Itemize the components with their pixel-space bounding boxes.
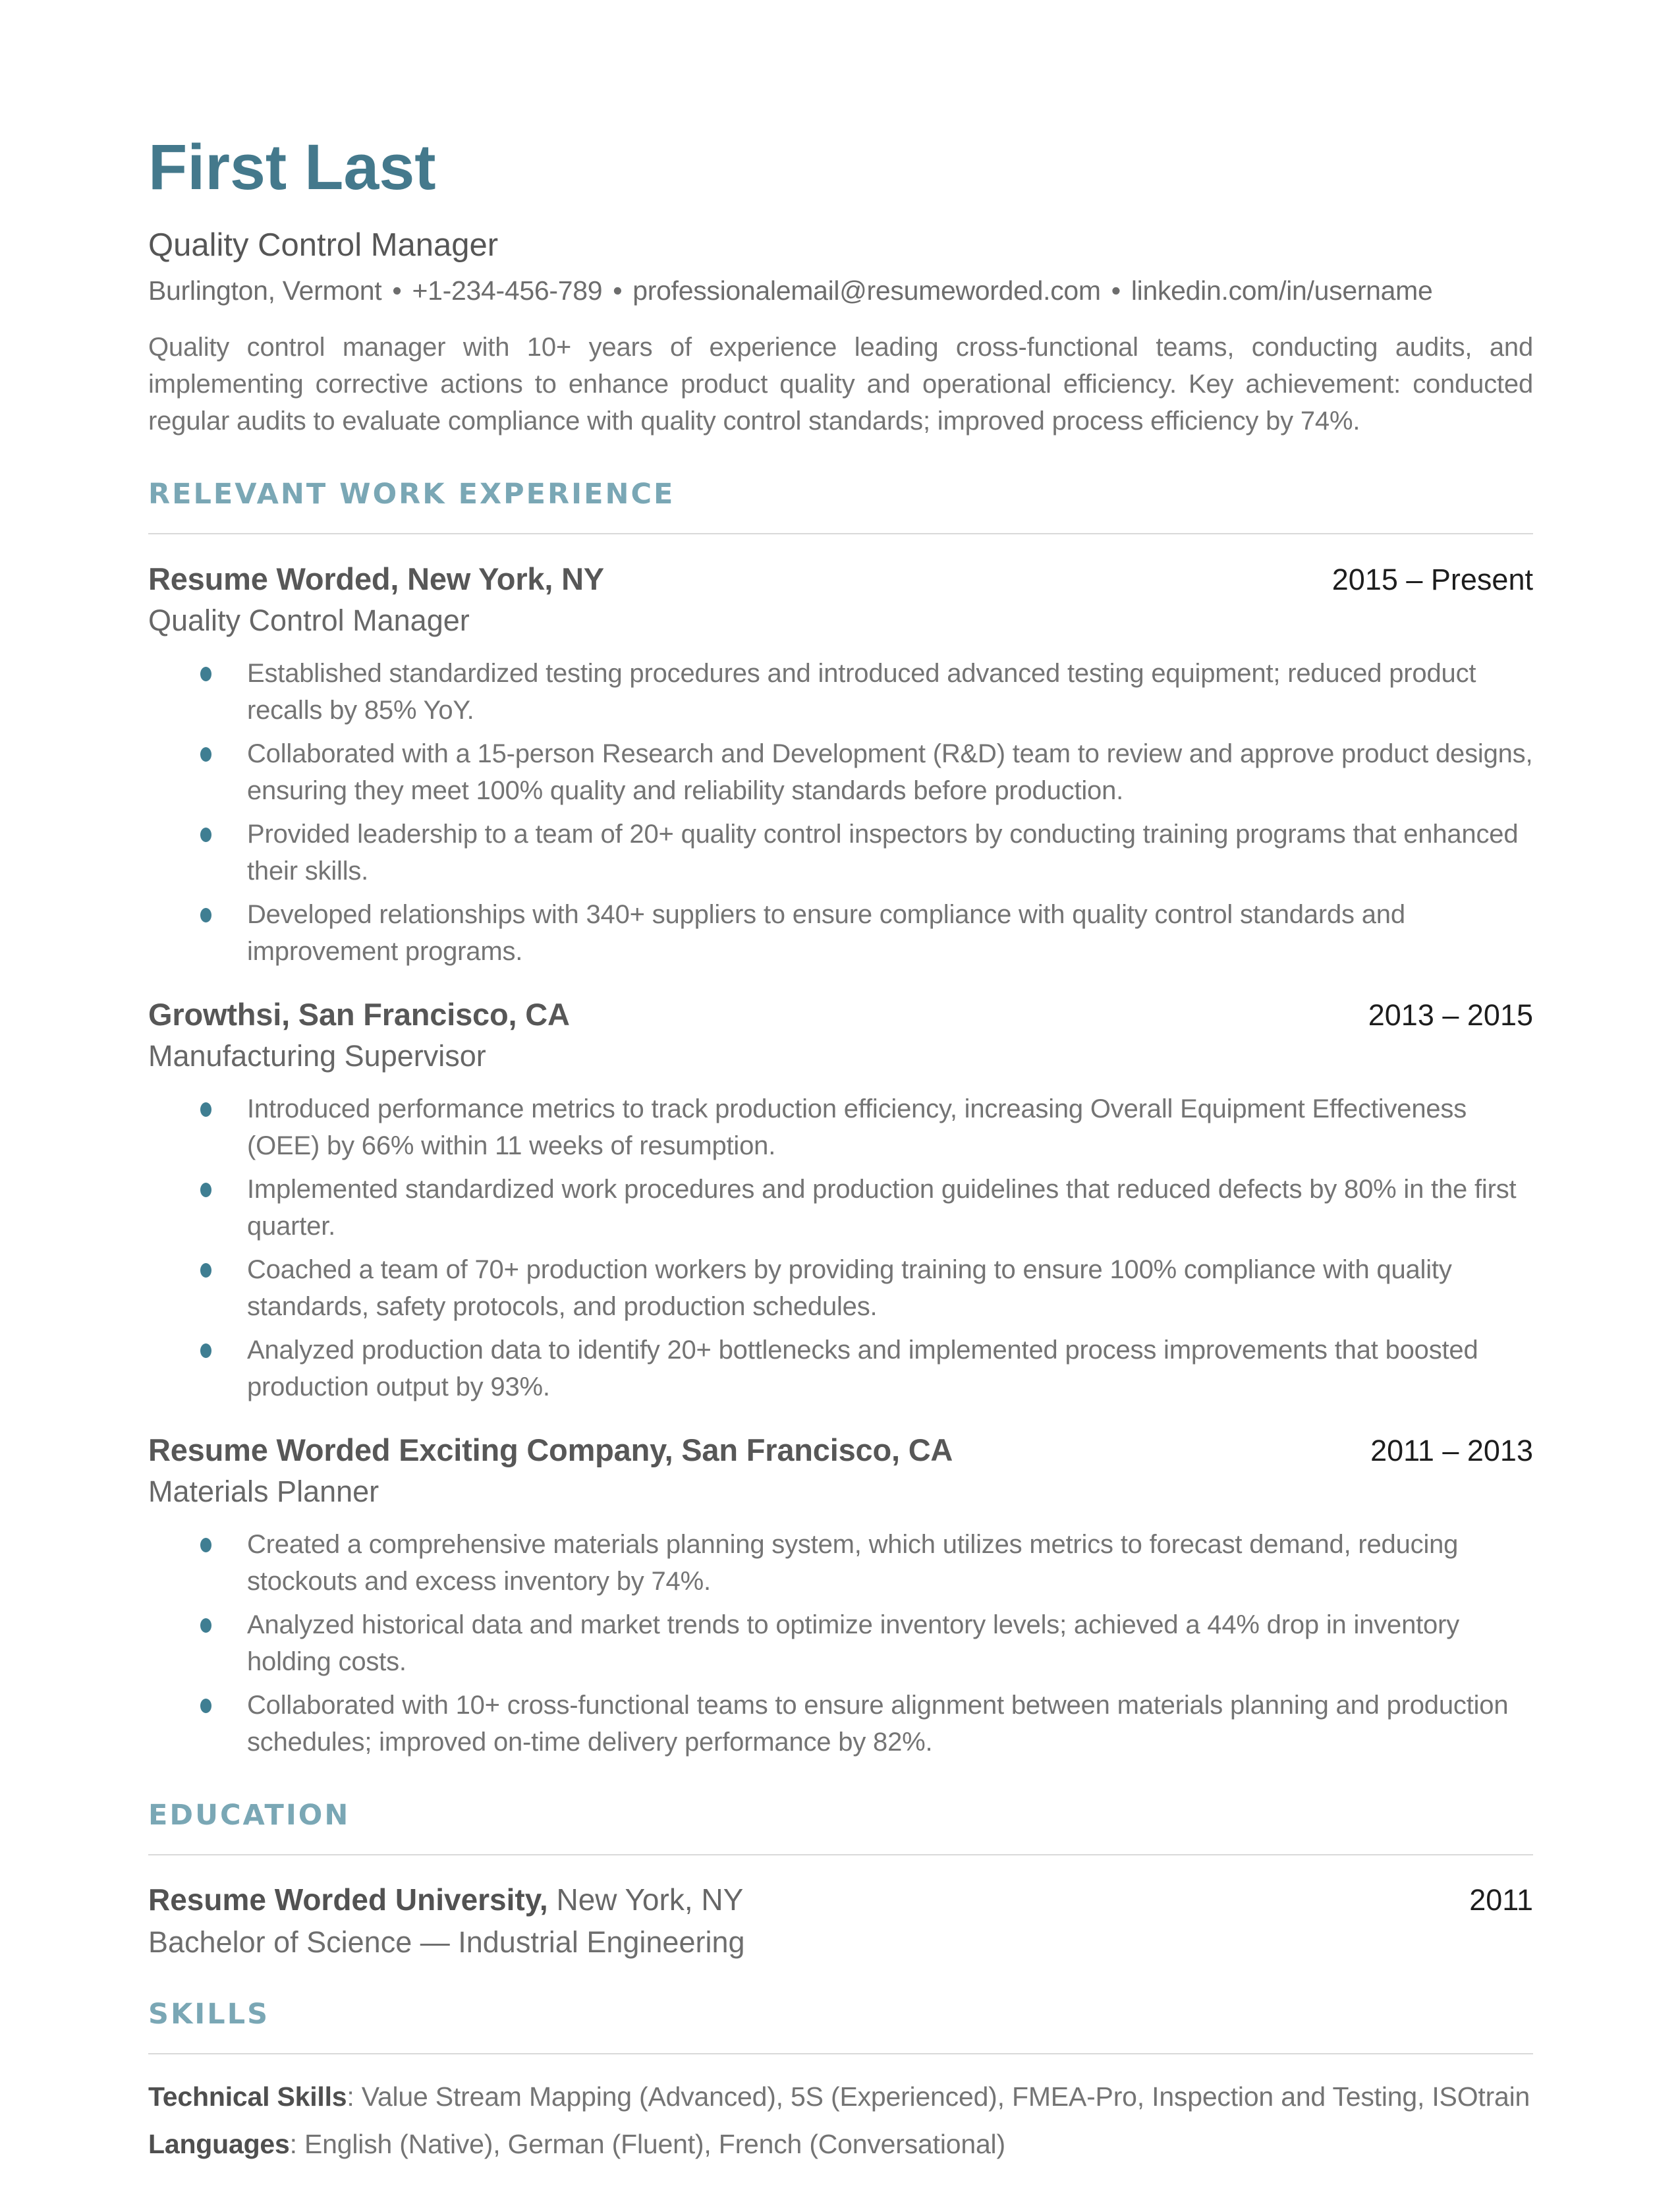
education-section	[148, 1799, 1533, 1960]
bullet-item: Developed relationships with 340+ suppliers to ensure compliance with quality control standards and improvement programs.	[247, 896, 1533, 970]
technical-skills-label: Technical Skills	[148, 2081, 347, 2112]
job-role: Materials Planner	[148, 1475, 379, 1508]
school-name-bold: Resume Worded University,	[148, 1882, 548, 1917]
school-name	[148, 1882, 743, 1917]
contact-phone: +1-234-456-789	[412, 275, 603, 306]
job-entry	[148, 996, 1533, 1405]
skills-section-heading: SKILLS	[148, 1998, 270, 2031]
contact-email: professionalemail@resumeworded.com	[632, 275, 1101, 306]
separator-dot: •	[1111, 275, 1121, 306]
job-role: Quality Control Manager	[148, 604, 470, 637]
education-entry	[148, 1882, 1533, 1960]
school-location: New York, NY	[547, 1882, 744, 1917]
job-header-row	[148, 996, 1533, 1032]
experience-section-heading: RELEVANT WORK EXPERIENCE	[148, 478, 675, 511]
company-name: Resume Worded Exciting Company, San Francisco, CA	[148, 1432, 953, 1467]
job-header-row	[148, 1432, 1533, 1468]
experience-section	[148, 478, 1533, 1761]
contact-line	[148, 275, 1533, 306]
bullet-item: Introduced performance metrics to track production efficiency, increasing Overall Equipment Effectiveness (OEE) by 66% within 11 weeks of resumption.	[247, 1090, 1533, 1164]
job-dates: 2013 – 2015	[1368, 998, 1533, 1032]
bullet-item: Collaborated with 10+ cross-functional teams to ensure alignment between materials planning and production schedules; improved on-time delivery performance by 82%.	[247, 1687, 1533, 1761]
education-dates: 2011	[1469, 1883, 1533, 1917]
skills-section	[148, 1998, 1533, 2162]
job-dates: 2015 – Present	[1331, 563, 1533, 596]
languages-line	[148, 2126, 1533, 2162]
degree: Bachelor of Science — Industrial Engineering	[148, 1925, 745, 1959]
technical-skills-value: : Value Stream Mapping (Advanced), 5S (Experienced), FMEA-Pro, Inspection and Testing, ISOtrain	[347, 2081, 1530, 2112]
company-name: Growthsi, San Francisco, CA	[148, 997, 570, 1032]
education-section-heading: EDUCATION	[148, 1799, 350, 1832]
languages-label: Languages	[148, 2129, 290, 2159]
section-divider	[148, 533, 1533, 534]
bullet-list	[148, 1526, 1533, 1761]
separator-dot: •	[392, 275, 402, 306]
education-header-row	[148, 1882, 1533, 1917]
job-entry	[148, 1432, 1533, 1761]
section-divider	[148, 2053, 1533, 2054]
bullet-list	[148, 1090, 1533, 1405]
bullet-item: Coached a team of 70+ production workers by providing training to ensure 100% compliance with quality standards, safety protocols, and production schedules.	[247, 1251, 1533, 1325]
job-header-row	[148, 561, 1533, 597]
company-name: Resume Worded, New York, NY	[148, 561, 604, 596]
bullet-list	[148, 655, 1533, 970]
separator-dot: •	[613, 275, 623, 306]
bullet-item: Established standardized testing procedures and introduced advanced testing equipment; reduced product recalls by 85% YoY.	[247, 655, 1533, 729]
headline-job-title: Quality Control Manager	[148, 227, 499, 263]
contact-linkedin: linkedin.com/in/username	[1131, 275, 1433, 306]
bullet-item: Created a comprehensive materials planning system, which utilizes metrics to forecast demand, reducing stockouts and excess inventory by 74%.	[247, 1526, 1533, 1600]
summary-paragraph: Quality control manager with 10+ years of experience leading cross-functional teams, conducting audits, and implementing corrective actions to enhance product quality and operational efficiency. Key achievement: conducted regular audits to evaluate compliance with quality control standards; improved process efficiency by 74%.	[148, 333, 1533, 436]
bullet-item: Analyzed production data to identify 20+ bottlenecks and implemented process improvements that boosted production output by 93%.	[247, 1332, 1533, 1405]
bullet-item: Implemented standardized work procedures and production guidelines that reduced defects by 80% in the first quarter.	[247, 1171, 1533, 1245]
bullet-item: Provided leadership to a team of 20+ quality control inspectors by conducting training programs that enhanced their skills.	[247, 816, 1533, 889]
person-name: First Last	[148, 131, 436, 203]
technical-skills-line	[148, 2078, 1533, 2115]
contact-location: Burlington, Vermont	[148, 275, 382, 306]
bullet-item: Analyzed historical data and market trends to optimize inventory levels; achieved a 44% drop in inventory holding costs.	[247, 1606, 1533, 1680]
section-divider	[148, 1854, 1533, 1855]
job-dates: 2011 – 2013	[1370, 1434, 1533, 1467]
job-entry	[148, 561, 1533, 970]
languages-value: : English (Native), German (Fluent), French (Conversational)	[289, 2129, 1005, 2159]
bullet-item: Collaborated with a 15-person Research and Development (R&D) team to review and approve product designs, ensuring they meet 100% quality and reliability standards before production.	[247, 735, 1533, 809]
job-role: Manufacturing Supervisor	[148, 1039, 486, 1073]
